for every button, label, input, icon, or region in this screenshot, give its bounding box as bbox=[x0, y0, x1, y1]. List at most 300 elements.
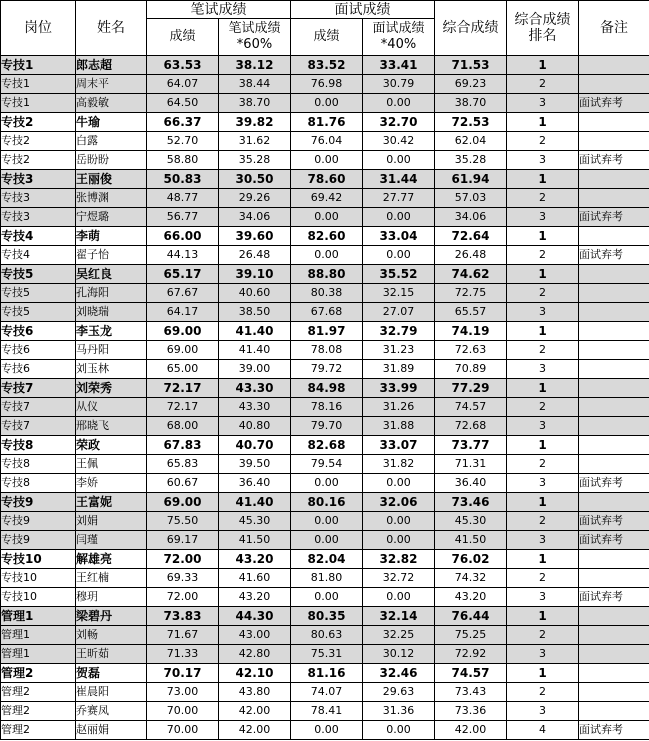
written-weighted-cell: 29.26 bbox=[219, 189, 291, 208]
table-row bbox=[1, 417, 649, 436]
name-cell: 翟子怡 bbox=[76, 246, 147, 265]
table-row bbox=[1, 493, 649, 512]
rank-cell: 3 bbox=[507, 151, 579, 170]
total-score-cell: 73.43 bbox=[435, 683, 507, 702]
written-score-cell: 52.70 bbox=[147, 132, 219, 151]
rank-cell: 1 bbox=[507, 113, 579, 132]
name-cell: 王昕茹 bbox=[76, 645, 147, 664]
written-weighted-cell: 43.20 bbox=[219, 550, 291, 569]
interview-score-cell: 0.00 bbox=[291, 94, 363, 113]
note-cell bbox=[579, 626, 649, 645]
interview-weighted-cell: 0.00 bbox=[363, 512, 435, 531]
position-cell: 管理2 bbox=[1, 702, 76, 721]
total-score-cell: 72.53 bbox=[435, 113, 507, 132]
total-score-cell: 36.40 bbox=[435, 474, 507, 493]
written-score-header: 成绩 bbox=[147, 19, 219, 56]
note-cell: 面试弃考 bbox=[579, 208, 649, 227]
rank-cell: 3 bbox=[507, 702, 579, 721]
written-weighted-cell: 34.06 bbox=[219, 208, 291, 227]
note-cell bbox=[579, 170, 649, 189]
interview-score-cell: 0.00 bbox=[291, 151, 363, 170]
name-cell: 贺磊 bbox=[76, 664, 147, 683]
interview-weighted-cell: 33.04 bbox=[363, 227, 435, 246]
interview-score-cell: 69.42 bbox=[291, 189, 363, 208]
table-row bbox=[1, 246, 649, 265]
table-row bbox=[1, 645, 649, 664]
position-cell: 专技9 bbox=[1, 493, 76, 512]
interview-score-cell: 88.80 bbox=[291, 265, 363, 284]
table-row bbox=[1, 626, 649, 645]
written-weighted-cell: 42.00 bbox=[219, 721, 291, 740]
written-score-cell: 67.67 bbox=[147, 284, 219, 303]
interview-score-cell: 0.00 bbox=[291, 531, 363, 550]
interview-score-cell: 0.00 bbox=[291, 588, 363, 607]
interview-weighted-cell: 32.15 bbox=[363, 284, 435, 303]
note-cell bbox=[579, 132, 649, 151]
note-cell bbox=[579, 607, 649, 626]
rank-cell: 2 bbox=[507, 683, 579, 702]
interview-weighted-cell: 35.52 bbox=[363, 265, 435, 284]
written-score-cell: 70.00 bbox=[147, 721, 219, 740]
table-row bbox=[1, 531, 649, 550]
position-cell: 管理1 bbox=[1, 645, 76, 664]
rank-cell: 3 bbox=[507, 208, 579, 227]
rank-cell: 3 bbox=[507, 303, 579, 322]
rank-cell: 3 bbox=[507, 417, 579, 436]
note-cell bbox=[579, 398, 649, 417]
table-row bbox=[1, 721, 649, 740]
table-row bbox=[1, 455, 649, 474]
interview-weighted-cell: 29.63 bbox=[363, 683, 435, 702]
written-weighted-cell: 44.30 bbox=[219, 607, 291, 626]
position-cell: 专技5 bbox=[1, 303, 76, 322]
interview-score-cell: 84.98 bbox=[291, 379, 363, 398]
name-cell: 牛瑜 bbox=[76, 113, 147, 132]
written-weighted-cell: 31.62 bbox=[219, 132, 291, 151]
name-cell: 荣政 bbox=[76, 436, 147, 455]
written-weighted-cell: 38.12 bbox=[219, 56, 291, 75]
position-cell: 专技2 bbox=[1, 113, 76, 132]
written-weighted-cell: 43.30 bbox=[219, 398, 291, 417]
note-cell bbox=[579, 645, 649, 664]
interview-score-cell: 0.00 bbox=[291, 208, 363, 227]
interview-score-cell: 81.80 bbox=[291, 569, 363, 588]
interview-weighted-cell: 30.79 bbox=[363, 75, 435, 94]
interview-score-cell: 82.60 bbox=[291, 227, 363, 246]
position-cell: 管理2 bbox=[1, 664, 76, 683]
written-score-cell: 66.00 bbox=[147, 227, 219, 246]
name-cell: 吴红良 bbox=[76, 265, 147, 284]
note-cell bbox=[579, 417, 649, 436]
interview-weighted-cell: 31.88 bbox=[363, 417, 435, 436]
interview-score-cell: 81.97 bbox=[291, 322, 363, 341]
written-score-cell: 64.07 bbox=[147, 75, 219, 94]
written-header: 笔试成绩 bbox=[147, 1, 291, 19]
note-cell bbox=[579, 75, 649, 94]
interview-weighted-cell: 0.00 bbox=[363, 151, 435, 170]
rank-cell: 3 bbox=[507, 531, 579, 550]
interview-score-cell: 83.52 bbox=[291, 56, 363, 75]
total-score-cell: 73.77 bbox=[435, 436, 507, 455]
table-row bbox=[1, 341, 649, 360]
position-cell: 专技1 bbox=[1, 94, 76, 113]
position-cell: 专技7 bbox=[1, 417, 76, 436]
note-cell bbox=[579, 227, 649, 246]
note-cell: 面试弃考 bbox=[579, 588, 649, 607]
written-weighted-cell: 41.40 bbox=[219, 322, 291, 341]
total-score-cell: 72.64 bbox=[435, 227, 507, 246]
written-score-cell: 71.33 bbox=[147, 645, 219, 664]
rank-cell: 3 bbox=[507, 474, 579, 493]
name-cell: 周末平 bbox=[76, 75, 147, 94]
table-row bbox=[1, 303, 649, 322]
written-score-cell: 56.77 bbox=[147, 208, 219, 227]
written-weighted-cell: 38.44 bbox=[219, 75, 291, 94]
written-score-cell: 72.00 bbox=[147, 550, 219, 569]
position-cell: 专技9 bbox=[1, 531, 76, 550]
rank-cell: 2 bbox=[507, 132, 579, 151]
written-score-cell: 58.80 bbox=[147, 151, 219, 170]
interview-score-cell: 80.38 bbox=[291, 284, 363, 303]
written-weighted-cell: 43.20 bbox=[219, 588, 291, 607]
interview-weighted-cell: 33.07 bbox=[363, 436, 435, 455]
position-cell: 管理1 bbox=[1, 626, 76, 645]
table-row bbox=[1, 113, 649, 132]
table-row bbox=[1, 94, 649, 113]
name-cell: 解雄亮 bbox=[76, 550, 147, 569]
interview-score-header: 成绩 bbox=[291, 19, 363, 56]
note-cell bbox=[579, 265, 649, 284]
interview-weighted-cell: 32.14 bbox=[363, 607, 435, 626]
written-score-cell: 64.17 bbox=[147, 303, 219, 322]
written-weighted-cell: 40.60 bbox=[219, 284, 291, 303]
rank-cell: 2 bbox=[507, 626, 579, 645]
interview-weighted-cell: 33.41 bbox=[363, 56, 435, 75]
written-weighted-cell: 30.50 bbox=[219, 170, 291, 189]
total-score-cell: 73.36 bbox=[435, 702, 507, 721]
interview-score-cell: 0.00 bbox=[291, 474, 363, 493]
written-score-cell: 64.50 bbox=[147, 94, 219, 113]
written-score-cell: 65.00 bbox=[147, 360, 219, 379]
position-cell: 专技9 bbox=[1, 512, 76, 531]
rank-cell: 1 bbox=[507, 56, 579, 75]
rank-header-line2: 排名 bbox=[528, 28, 557, 44]
table-row bbox=[1, 284, 649, 303]
name-cell: 刘晓瑞 bbox=[76, 303, 147, 322]
written-score-cell: 73.83 bbox=[147, 607, 219, 626]
rank-header bbox=[507, 1, 579, 56]
interview-score-cell: 74.07 bbox=[291, 683, 363, 702]
written-score-cell: 44.13 bbox=[147, 246, 219, 265]
written-weighted-cell: 42.00 bbox=[219, 702, 291, 721]
written-score-cell: 69.00 bbox=[147, 493, 219, 512]
total-score-cell: 34.06 bbox=[435, 208, 507, 227]
note-cell bbox=[579, 683, 649, 702]
note-cell bbox=[579, 569, 649, 588]
written-score-cell: 69.17 bbox=[147, 531, 219, 550]
table-row bbox=[1, 398, 649, 417]
name-cell: 崔晨阳 bbox=[76, 683, 147, 702]
position-cell: 专技2 bbox=[1, 132, 76, 151]
interview-weighted-cell: 31.82 bbox=[363, 455, 435, 474]
interview-score-cell: 80.63 bbox=[291, 626, 363, 645]
rank-header-line1: 综合成绩 bbox=[514, 12, 571, 28]
written-weighted-cell: 35.28 bbox=[219, 151, 291, 170]
table-row bbox=[1, 360, 649, 379]
rank-cell: 3 bbox=[507, 360, 579, 379]
total-score-cell: 69.23 bbox=[435, 75, 507, 94]
written-score-cell: 65.17 bbox=[147, 265, 219, 284]
name-cell: 闫瑾 bbox=[76, 531, 147, 550]
written-score-cell: 63.53 bbox=[147, 56, 219, 75]
interview-score-cell: 76.98 bbox=[291, 75, 363, 94]
written-weighted-cell: 43.30 bbox=[219, 379, 291, 398]
table-row bbox=[1, 56, 649, 75]
total-score-cell: 72.68 bbox=[435, 417, 507, 436]
total-score-cell: 41.50 bbox=[435, 531, 507, 550]
name-cell: 邢晓飞 bbox=[76, 417, 147, 436]
rank-cell: 2 bbox=[507, 455, 579, 474]
rank-cell: 2 bbox=[507, 398, 579, 417]
note-cell bbox=[579, 189, 649, 208]
note-cell bbox=[579, 303, 649, 322]
total-score-cell: 42.00 bbox=[435, 721, 507, 740]
name-cell: 梁碧丹 bbox=[76, 607, 147, 626]
interview-weighted-cell: 0.00 bbox=[363, 474, 435, 493]
position-cell: 专技8 bbox=[1, 436, 76, 455]
interview-weighted-cell: 30.12 bbox=[363, 645, 435, 664]
position-cell: 专技8 bbox=[1, 455, 76, 474]
rank-cell: 1 bbox=[507, 265, 579, 284]
written-weighted-cell: 41.40 bbox=[219, 493, 291, 512]
note-cell: 面试弃考 bbox=[579, 721, 649, 740]
written-score-cell: 71.67 bbox=[147, 626, 219, 645]
interview-score-cell: 0.00 bbox=[291, 721, 363, 740]
interview-score-cell: 78.60 bbox=[291, 170, 363, 189]
interview-weighted-cell: 32.46 bbox=[363, 664, 435, 683]
total-score-cell: 71.31 bbox=[435, 455, 507, 474]
rank-cell: 1 bbox=[507, 550, 579, 569]
interview-weighted-cell: 32.06 bbox=[363, 493, 435, 512]
position-cell: 专技8 bbox=[1, 474, 76, 493]
note-cell: 面试弃考 bbox=[579, 151, 649, 170]
interview-score-cell: 80.35 bbox=[291, 607, 363, 626]
total-score-cell: 74.57 bbox=[435, 664, 507, 683]
interview-weighted-cell: 31.44 bbox=[363, 170, 435, 189]
written-weighted-cell: 38.70 bbox=[219, 94, 291, 113]
table-row bbox=[1, 569, 649, 588]
note-cell bbox=[579, 113, 649, 132]
table-row bbox=[1, 512, 649, 531]
rank-cell: 3 bbox=[507, 94, 579, 113]
table-row bbox=[1, 607, 649, 626]
table-row bbox=[1, 436, 649, 455]
interview-weighted-cell: 0.00 bbox=[363, 246, 435, 265]
interview-score-cell: 81.16 bbox=[291, 664, 363, 683]
written-weighted-cell: 41.60 bbox=[219, 569, 291, 588]
interview-score-cell: 79.70 bbox=[291, 417, 363, 436]
written-weighted-cell: 41.50 bbox=[219, 531, 291, 550]
table-row bbox=[1, 170, 649, 189]
written-weighted-cell: 39.82 bbox=[219, 113, 291, 132]
written-score-cell: 65.83 bbox=[147, 455, 219, 474]
interview-weighted-cell: 32.72 bbox=[363, 569, 435, 588]
written-weighted-cell: 40.80 bbox=[219, 417, 291, 436]
note-header: 备注 bbox=[579, 1, 649, 56]
note-cell: 面试弃考 bbox=[579, 512, 649, 531]
interview-weighted-line1: 面试成绩 bbox=[372, 21, 425, 36]
name-cell: 王富妮 bbox=[76, 493, 147, 512]
interview-weighted-line2: *40% bbox=[380, 37, 417, 52]
position-cell: 专技1 bbox=[1, 75, 76, 94]
note-cell bbox=[579, 436, 649, 455]
rank-cell: 2 bbox=[507, 569, 579, 588]
table-row bbox=[1, 322, 649, 341]
total-score-cell: 26.48 bbox=[435, 246, 507, 265]
interview-score-cell: 75.31 bbox=[291, 645, 363, 664]
interview-score-cell: 76.04 bbox=[291, 132, 363, 151]
table-row bbox=[1, 664, 649, 683]
header-row-1 bbox=[1, 1, 649, 19]
written-score-cell: 50.83 bbox=[147, 170, 219, 189]
name-cell: 刘畅 bbox=[76, 626, 147, 645]
interview-score-cell: 0.00 bbox=[291, 246, 363, 265]
table-row bbox=[1, 75, 649, 94]
total-score-cell: 74.32 bbox=[435, 569, 507, 588]
written-score-cell: 72.17 bbox=[147, 398, 219, 417]
table-row bbox=[1, 189, 649, 208]
interview-weighted-cell: 0.00 bbox=[363, 721, 435, 740]
position-cell: 专技5 bbox=[1, 284, 76, 303]
interview-header: 面试成绩 bbox=[291, 1, 435, 19]
interview-score-cell: 82.68 bbox=[291, 436, 363, 455]
position-cell: 专技3 bbox=[1, 189, 76, 208]
written-weighted-cell: 39.50 bbox=[219, 455, 291, 474]
position-cell: 专技1 bbox=[1, 56, 76, 75]
total-score-cell: 71.53 bbox=[435, 56, 507, 75]
rank-cell: 2 bbox=[507, 75, 579, 94]
written-weighted-cell: 45.30 bbox=[219, 512, 291, 531]
written-score-cell: 72.17 bbox=[147, 379, 219, 398]
note-cell bbox=[579, 284, 649, 303]
interview-score-cell: 67.68 bbox=[291, 303, 363, 322]
note-cell bbox=[579, 550, 649, 569]
written-score-cell: 73.00 bbox=[147, 683, 219, 702]
name-cell: 刘荣秀 bbox=[76, 379, 147, 398]
total-score-cell: 70.89 bbox=[435, 360, 507, 379]
rank-cell: 4 bbox=[507, 721, 579, 740]
rank-cell: 3 bbox=[507, 645, 579, 664]
table-row bbox=[1, 227, 649, 246]
interview-score-cell: 78.08 bbox=[291, 341, 363, 360]
note-cell bbox=[579, 360, 649, 379]
written-score-cell: 75.50 bbox=[147, 512, 219, 531]
table-row bbox=[1, 265, 649, 284]
total-score-cell: 61.94 bbox=[435, 170, 507, 189]
note-cell bbox=[579, 455, 649, 474]
interview-weighted-cell: 0.00 bbox=[363, 588, 435, 607]
written-weighted-cell: 36.40 bbox=[219, 474, 291, 493]
name-cell: 孔海阳 bbox=[76, 284, 147, 303]
note-cell bbox=[579, 322, 649, 341]
written-weighted-cell: 39.00 bbox=[219, 360, 291, 379]
name-cell: 从仪 bbox=[76, 398, 147, 417]
total-score-cell: 72.92 bbox=[435, 645, 507, 664]
interview-score-cell: 80.16 bbox=[291, 493, 363, 512]
written-score-cell: 68.00 bbox=[147, 417, 219, 436]
name-cell: 张博渊 bbox=[76, 189, 147, 208]
total-header: 综合成绩 bbox=[435, 1, 507, 56]
name-cell: 李娇 bbox=[76, 474, 147, 493]
rank-cell: 1 bbox=[507, 607, 579, 626]
rank-cell: 2 bbox=[507, 246, 579, 265]
interview-weighted-cell: 0.00 bbox=[363, 208, 435, 227]
position-cell: 管理2 bbox=[1, 721, 76, 740]
interview-weighted-cell: 32.25 bbox=[363, 626, 435, 645]
written-weighted-cell: 41.40 bbox=[219, 341, 291, 360]
table-row bbox=[1, 683, 649, 702]
rank-cell: 1 bbox=[507, 436, 579, 455]
position-cell: 专技6 bbox=[1, 322, 76, 341]
interview-weighted-cell: 33.99 bbox=[363, 379, 435, 398]
interview-weighted-cell: 31.26 bbox=[363, 398, 435, 417]
table-row bbox=[1, 132, 649, 151]
rank-cell: 1 bbox=[507, 170, 579, 189]
written-weighted-cell: 43.80 bbox=[219, 683, 291, 702]
interview-weighted-cell: 0.00 bbox=[363, 94, 435, 113]
rank-cell: 2 bbox=[507, 341, 579, 360]
note-cell bbox=[579, 379, 649, 398]
position-cell: 专技7 bbox=[1, 398, 76, 417]
written-weighted-line2: *60% bbox=[236, 37, 273, 52]
interview-weighted-header bbox=[363, 19, 435, 56]
written-weighted-cell: 42.80 bbox=[219, 645, 291, 664]
written-weighted-cell: 42.10 bbox=[219, 664, 291, 683]
position-cell: 专技2 bbox=[1, 151, 76, 170]
position-cell: 专技3 bbox=[1, 170, 76, 189]
name-cell: 白露 bbox=[76, 132, 147, 151]
name-cell: 乔赛凤 bbox=[76, 702, 147, 721]
position-cell: 专技3 bbox=[1, 208, 76, 227]
note-cell bbox=[579, 493, 649, 512]
note-cell bbox=[579, 664, 649, 683]
interview-score-cell: 0.00 bbox=[291, 512, 363, 531]
rank-cell: 2 bbox=[507, 284, 579, 303]
interview-score-cell: 82.04 bbox=[291, 550, 363, 569]
written-weighted-cell: 39.10 bbox=[219, 265, 291, 284]
name-header: 姓名 bbox=[76, 1, 147, 56]
interview-weighted-cell: 30.42 bbox=[363, 132, 435, 151]
name-cell: 宁煜璐 bbox=[76, 208, 147, 227]
interview-weighted-cell: 32.82 bbox=[363, 550, 435, 569]
interview-weighted-cell: 27.77 bbox=[363, 189, 435, 208]
written-score-cell: 66.37 bbox=[147, 113, 219, 132]
total-score-cell: 35.28 bbox=[435, 151, 507, 170]
total-score-cell: 74.19 bbox=[435, 322, 507, 341]
written-weighted-cell: 38.50 bbox=[219, 303, 291, 322]
interview-weighted-cell: 31.23 bbox=[363, 341, 435, 360]
written-score-cell: 70.00 bbox=[147, 702, 219, 721]
total-score-cell: 72.75 bbox=[435, 284, 507, 303]
name-cell: 穆玥 bbox=[76, 588, 147, 607]
table-body bbox=[1, 56, 649, 740]
total-score-cell: 57.03 bbox=[435, 189, 507, 208]
position-header: 岗位 bbox=[1, 1, 76, 56]
position-cell: 管理2 bbox=[1, 683, 76, 702]
written-weighted-line1: 笔试成绩 bbox=[228, 21, 281, 36]
rank-cell: 2 bbox=[507, 189, 579, 208]
written-score-cell: 60.67 bbox=[147, 474, 219, 493]
